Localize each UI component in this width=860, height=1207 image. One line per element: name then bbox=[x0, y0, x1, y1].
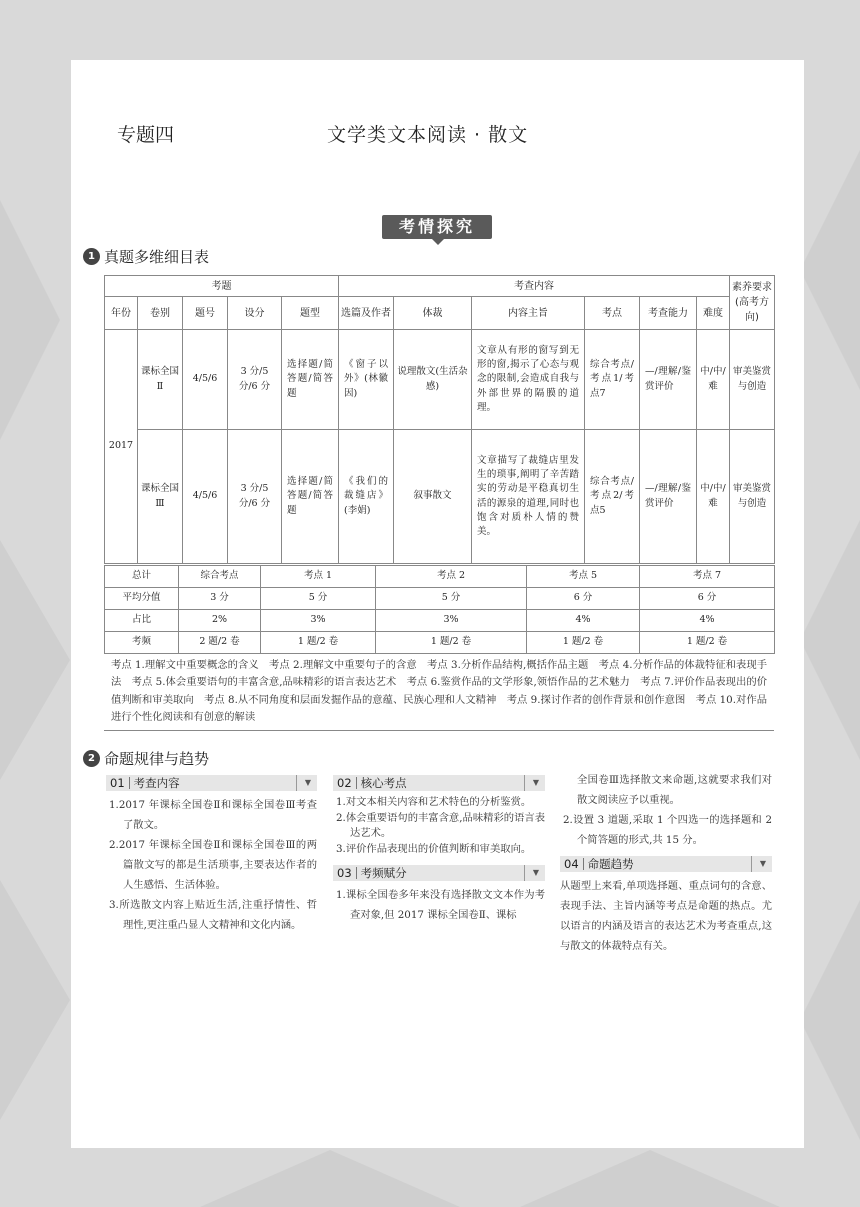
table-row bbox=[105, 330, 775, 430]
chevron-down-icon: ▼ bbox=[524, 775, 539, 791]
trend-paragraph: 从题型上来看,单项选择题、重点词句的含意、表现手法、主旨内涵等考点是命题的热点。尤以语言的内涵及语言的表达艺术为考查重点,这与散文的体裁特点有关。 bbox=[560, 880, 772, 952]
col-article: 选篇及作者 bbox=[339, 297, 394, 330]
banner-pointer bbox=[432, 239, 444, 245]
col-qno: 题号 bbox=[183, 297, 228, 330]
list-item: 3.所选散文内容上贴近生活,注重抒情性、哲理性,更注重凸显人文精神和文化内涵。 bbox=[109, 899, 317, 931]
subsection-header bbox=[333, 865, 545, 881]
subsection-header bbox=[106, 775, 317, 791]
col-ability: 考查能力 bbox=[640, 297, 697, 330]
qno-cell: 4/5/6 bbox=[183, 430, 228, 564]
col-points: 考点 bbox=[585, 297, 640, 330]
list-item: 2.2017 年课标全国卷Ⅱ和课标全国卷Ⅲ的两篇散文写的都是生活琐事,主要表达作者的人生感悟、生活体验。 bbox=[109, 839, 317, 891]
stats-cell: 占比 bbox=[105, 610, 179, 632]
col-paper: 卷别 bbox=[138, 297, 183, 330]
subsection-title: 考查内容 bbox=[133, 776, 180, 790]
stats-cell: 3 分 bbox=[179, 588, 261, 610]
stats-cell: 4% bbox=[640, 610, 775, 632]
subsection-number: 01 bbox=[110, 776, 125, 790]
list-item: 1.课标全国卷多年来没有选择散文文本作为考查对象,但 2017 课标全国卷Ⅱ、课标 bbox=[336, 889, 545, 921]
stats-cell: 5 分 bbox=[376, 588, 527, 610]
stats-header: 考点 2 bbox=[376, 566, 527, 588]
type-cell: 选择题/简答题/简答题 bbox=[282, 430, 339, 564]
divider bbox=[356, 777, 357, 789]
literacy-cell: 审美鉴赏与创造 bbox=[730, 330, 775, 430]
header-content: 考查内容 bbox=[339, 276, 730, 297]
score-cell: 3 分/5 分/6 分 bbox=[228, 430, 282, 564]
table-row bbox=[105, 588, 775, 610]
stats-cell: 1 题/2 卷 bbox=[376, 632, 527, 654]
col-difficulty: 难度 bbox=[697, 297, 730, 330]
page-title: 文学类文本阅读 · 散文 bbox=[327, 124, 529, 146]
section-banner: 考情探究 bbox=[382, 215, 492, 239]
stats-cell: 6 分 bbox=[640, 588, 775, 610]
subsection-header bbox=[333, 775, 545, 791]
subsection-title: 核心考点 bbox=[360, 776, 407, 790]
subsection-body bbox=[333, 885, 545, 925]
list-item: 3.评价作品表现出的价值判断和审美取向。 bbox=[336, 842, 532, 855]
list-item: 2.体会重要语句的丰富含意,品味精彩的语言表达艺术。 bbox=[336, 811, 545, 839]
literacy-cell: 审美鉴赏与创造 bbox=[730, 430, 775, 564]
topic-label: 专题四 bbox=[117, 124, 175, 146]
paper-cell: 课标全国Ⅱ bbox=[138, 330, 183, 430]
section-title: 真题多维细目表 bbox=[104, 248, 210, 266]
article-cell: 《窗子以外》(林徽因) bbox=[339, 330, 394, 430]
qno-cell: 4/5/6 bbox=[183, 330, 228, 430]
list-item: 1.对文本相关内容和艺术特色的分析鉴赏。 bbox=[336, 796, 532, 808]
column-exam-content bbox=[106, 775, 317, 935]
stats-table bbox=[104, 565, 775, 654]
subsection-header bbox=[560, 856, 772, 872]
stats-cell: 1 题/2 卷 bbox=[640, 632, 775, 654]
col-theme: 内容主旨 bbox=[472, 297, 585, 330]
subsection-body bbox=[106, 795, 317, 935]
type-cell: 选择题/简答题/简答题 bbox=[282, 330, 339, 430]
points-cell: 综合考点/考点1/考点7 bbox=[585, 330, 640, 430]
divider bbox=[356, 867, 357, 879]
col-genre: 体裁 bbox=[394, 297, 472, 330]
stats-cell: 考频 bbox=[105, 632, 179, 654]
table-row bbox=[105, 430, 775, 564]
section-number-badge: 2 bbox=[83, 750, 100, 767]
stats-cell: 3% bbox=[376, 610, 527, 632]
stats-cell: 6 分 bbox=[527, 588, 640, 610]
difficulty-cell: 中/中/难 bbox=[697, 430, 730, 564]
difficulty-cell: 中/中/难 bbox=[697, 330, 730, 430]
subsection-number: 04 bbox=[564, 857, 579, 871]
list-item: 2.设置 3 道题,采取 1 个四选一的选择题和 2 个简答题的形式,共 15 分。 bbox=[563, 814, 772, 846]
year-cell: 2017 bbox=[105, 330, 138, 564]
table-row bbox=[105, 632, 775, 654]
chevron-down-icon: ▼ bbox=[296, 775, 311, 791]
subsection-body bbox=[333, 795, 545, 857]
stats-header: 考点 7 bbox=[640, 566, 775, 588]
stats-cell: 1 题/2 卷 bbox=[261, 632, 376, 654]
col-type: 题型 bbox=[282, 297, 339, 330]
stats-cell: 2% bbox=[179, 610, 261, 632]
stats-cell: 1 题/2 卷 bbox=[527, 632, 640, 654]
header-exam: 考题 bbox=[105, 276, 339, 297]
header-literacy: 素养要求(高考方向) bbox=[730, 276, 775, 330]
section-number-badge: 1 bbox=[83, 248, 100, 265]
article-cell: 《我们的裁缝店》(李娟) bbox=[339, 430, 394, 564]
stats-cell: 4% bbox=[527, 610, 640, 632]
theme-cell: 文章描写了裁缝店里发生的琐事,阐明了辛苦踏实的劳动是平稳真切生活的源泉的道理,同时也饱含对质朴人情的赞美。 bbox=[472, 430, 585, 564]
chevron-down-icon: ▼ bbox=[524, 865, 539, 881]
stats-header: 总计 bbox=[105, 566, 179, 588]
points-cell: 综合考点/考点2/考点5 bbox=[585, 430, 640, 564]
col-year: 年份 bbox=[105, 297, 138, 330]
stats-cell: 2 题/2 卷 bbox=[179, 632, 261, 654]
page bbox=[71, 60, 804, 1148]
section-heading-1 bbox=[83, 246, 209, 267]
stats-header: 综合考点 bbox=[179, 566, 261, 588]
exam-table bbox=[104, 275, 775, 564]
genre-cell: 说理散文(生活杂感) bbox=[394, 330, 472, 430]
subsection-number: 02 bbox=[337, 776, 352, 790]
divider bbox=[583, 858, 584, 870]
chevron-down-icon: ▼ bbox=[751, 856, 766, 872]
column-core-points bbox=[333, 775, 545, 925]
subsection-number: 03 bbox=[337, 866, 352, 880]
stats-header: 考点 1 bbox=[261, 566, 376, 588]
continued-text: 全国卷Ⅲ选择散文来命题,这就要求我们对散文阅读应予以重视。 bbox=[577, 774, 772, 806]
stats-cell: 平均分值 bbox=[105, 588, 179, 610]
divider bbox=[129, 777, 130, 789]
table-row bbox=[105, 610, 775, 632]
column-trends bbox=[560, 770, 772, 956]
notes-divider bbox=[104, 730, 774, 731]
section-heading-2 bbox=[83, 748, 209, 769]
col-score: 设分 bbox=[228, 297, 282, 330]
ability-cell: —/理解/鉴赏评价 bbox=[640, 430, 697, 564]
stats-header: 考点 5 bbox=[527, 566, 640, 588]
genre-cell: 叙事散文 bbox=[394, 430, 472, 564]
ability-cell: —/理解/鉴赏评价 bbox=[640, 330, 697, 430]
section-title: 命题规律与趋势 bbox=[104, 750, 210, 768]
stats-cell: 3% bbox=[261, 610, 376, 632]
subsection-title: 考频赋分 bbox=[360, 866, 407, 880]
score-cell: 3 分/5 分/6 分 bbox=[228, 330, 282, 430]
theme-cell: 文章从有形的窗写到无形的窗,揭示了心态与观念的限制,会造成自我与外部世界的隔膜的道理。 bbox=[472, 330, 585, 430]
subsection-title: 命题趋势 bbox=[587, 857, 634, 871]
stats-cell: 5 分 bbox=[261, 588, 376, 610]
list-item: 1.2017 年课标全国卷Ⅱ和课标全国卷Ⅲ考查了散文。 bbox=[109, 799, 317, 831]
exam-points-notes: 考点 1.理解文中重要概念的含义 考点 2.理解文中重要句子的含意 考点 3.分析作品结构,概括作品主题 考点 4.分析作品的体裁特征和表现手法 考点 5.体会重要语句的丰富含意,品味精彩的语言表达艺术 考点 6.鉴赏作品的文学形象,领悟作品的艺术魅力 考点 7.评价作品表现出的价值判断和审美取向 考点 8.从不同角度和层面发掘作品的意蕴、民族心理和人文精神 考点 9.探讨作者的创作背景和创作意图 考点 10.对作品进行个性化阅读和有创意的解读 bbox=[111, 659, 767, 724]
paper-cell: 课标全国Ⅲ bbox=[138, 430, 183, 564]
